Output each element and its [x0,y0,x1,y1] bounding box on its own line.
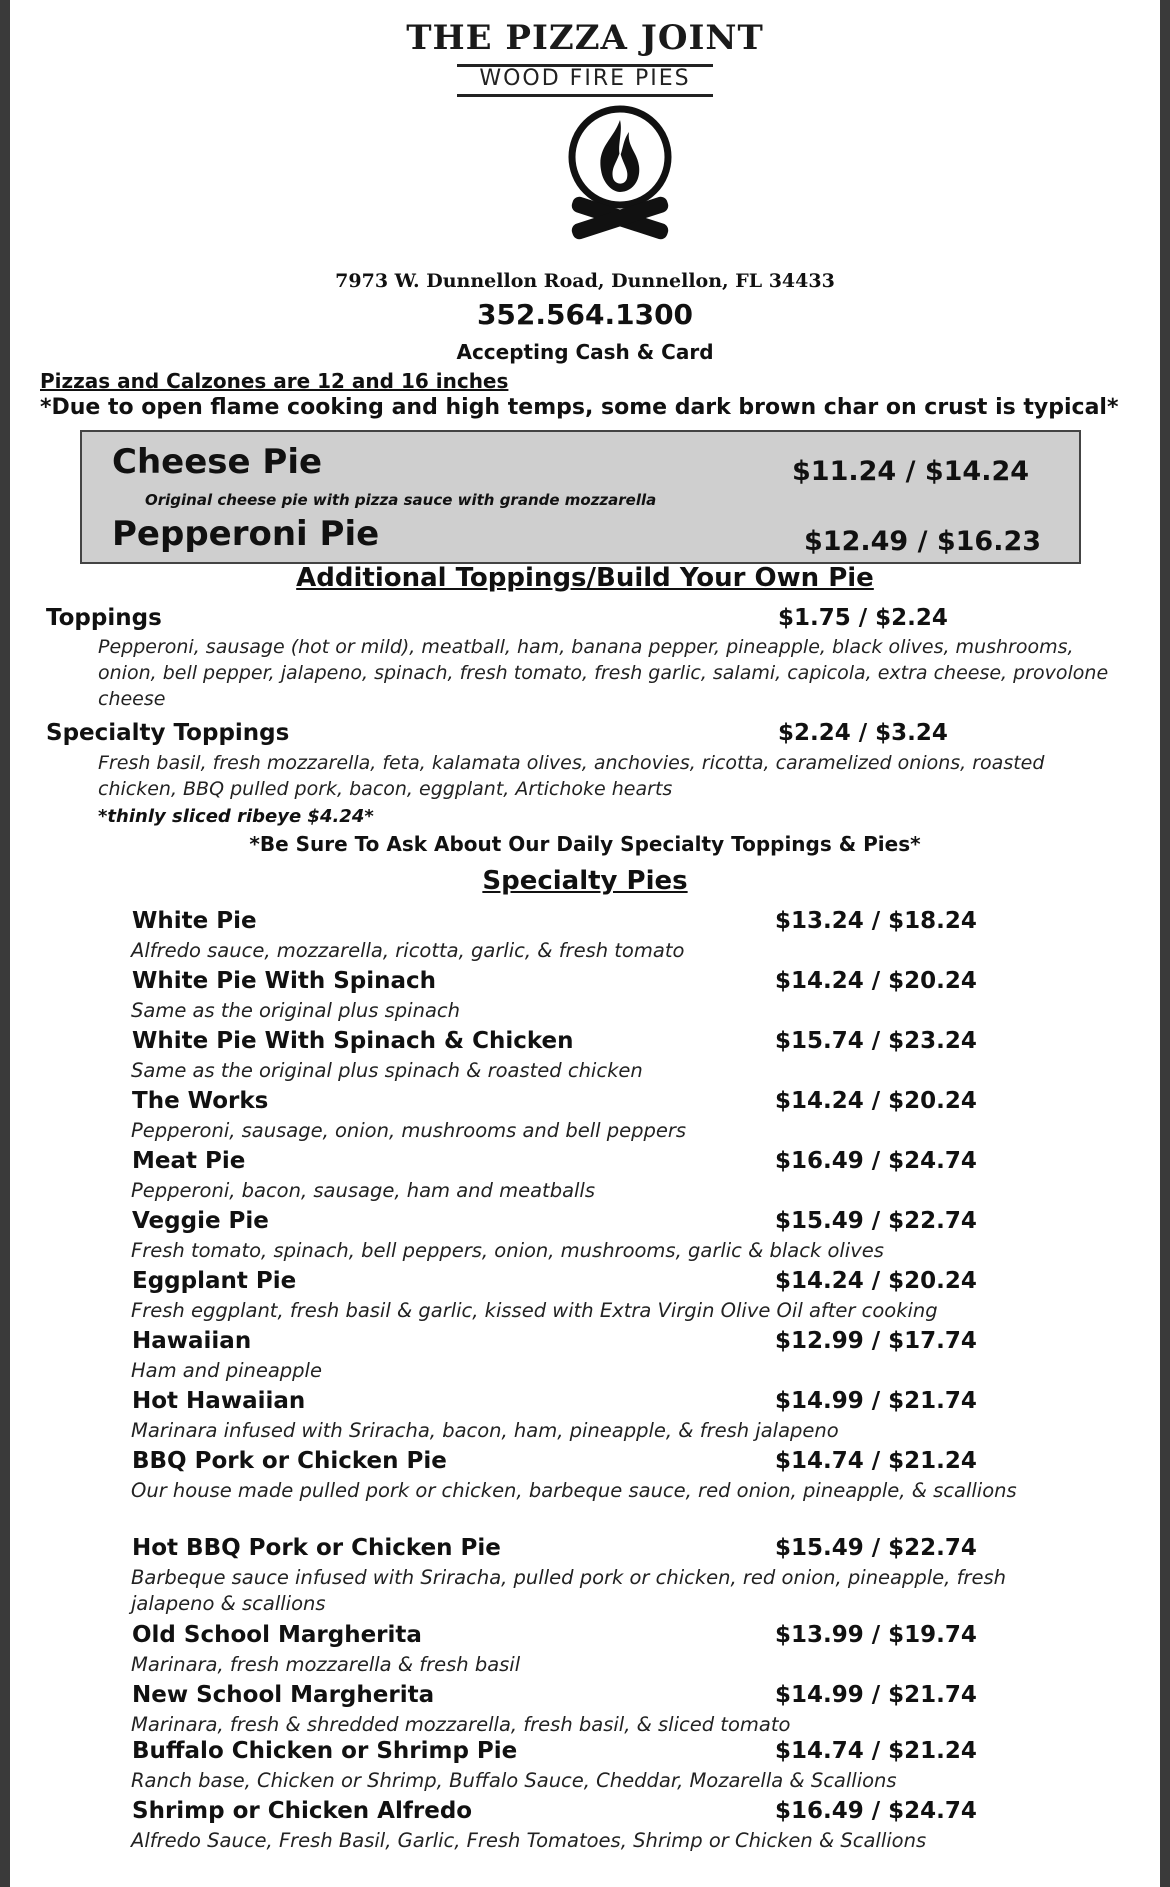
pie-name: The Works [132,1088,269,1114]
pie-price: $14.74 / $21.24 [775,1448,977,1474]
char-note: *Due to open flame cooking and high temps, some dark brown char on crust is typical* [40,395,1119,420]
specialty-toppings-desc: Fresh basil, fresh mozzarella, feta, kalamata olives, anchovies, ricotta, caramelized onions, roasted chicken, BBQ pulled pork, bacon, eggplant, Artichoke hearts [98,752,1045,800]
pie-name: Buffalo Chicken or Shrimp Pie [132,1738,518,1764]
pie-price: $13.99 / $19.74 [775,1622,977,1648]
pie-price: $16.49 / $24.74 [775,1798,977,1824]
pie-price: $13.24 / $18.24 [775,908,977,934]
ask-note: *Be Sure To Ask About Our Daily Specialty Toppings & Pies* [249,832,921,856]
pie-price: $14.24 / $20.24 [775,1268,977,1294]
pie-desc: Alfredo Sauce, Fresh Basil, Garlic, Fresh Tomatoes, Shrimp or Chicken & Scallions [131,1829,927,1852]
brand-tagline: WOOD FIRE PIES [479,66,691,91]
brand-rule-bottom [457,94,713,97]
specialty-toppings-price: $2.24 / $3.24 [778,720,948,746]
pie-name: Hot BBQ Pork or Chicken Pie [132,1535,501,1561]
pie-price: $15.74 / $23.24 [775,1028,977,1054]
pie-name: New School Margherita [132,1682,435,1708]
pie-desc: Marinara, fresh mozzarella & fresh basil [131,1653,521,1676]
pie-desc: Fresh eggplant, fresh basil & garlic, kissed with Extra Virgin Olive Oil after cooking [131,1299,938,1322]
pie-name: Hawaiian [132,1328,252,1354]
pie-name: Eggplant Pie [132,1268,297,1294]
campfire-logo-icon [565,102,675,252]
pie-desc: Alfredo sauce, mozzarella, ricotta, garlic, & fresh tomato [131,939,685,962]
pie-desc: Ranch base, Chicken or Shrimp, Buffalo Sauce, Cheddar, Mozarella & Scallions [131,1769,897,1792]
pie-name: Shrimp or Chicken Alfredo [132,1798,473,1824]
phone-number: 352.564.1300 [476,298,694,331]
specialty-pies-title: Specialty Pies [482,866,688,896]
pie-name: Veggie Pie [132,1208,269,1234]
brand-name: THE PIZZA JOINT [406,18,764,58]
pie-price: $15.49 / $22.74 [775,1535,977,1561]
cheese-pie-price: $11.24 / $14.24 [792,456,1030,487]
pie-desc: Fresh tomato, spinach, bell peppers, onion, mushrooms, garlic & black olives [131,1239,884,1262]
pie-desc: Pepperoni, sausage, onion, mushrooms and bell peppers [131,1119,687,1142]
pie-name: White Pie With Spinach & Chicken [132,1028,574,1054]
pie-desc: Ham and pineapple [131,1359,322,1382]
address: 7973 W. Dunnellon Road, Dunnellon, FL 34433 [335,270,835,292]
cheese-pie-name: Cheese Pie [112,442,323,482]
pie-desc: Pepperoni, bacon, sausage, ham and meatballs [131,1179,596,1202]
pie-price: $14.99 / $21.74 [775,1388,977,1414]
pie-name: White Pie With Spinach [132,968,437,994]
toppings-section-title: Additional Toppings/Build Your Own Pie [296,563,874,593]
payment-note: Accepting Cash & Card [456,340,714,364]
pie-price: $14.99 / $21.74 [775,1682,977,1708]
specialty-toppings-name: Specialty Toppings [46,720,290,746]
ribeye-note: *thinly sliced ribeye $4.24* [98,806,374,827]
pie-price: $12.99 / $17.74 [775,1328,977,1354]
pie-desc: Marinara, fresh & shredded mozzarella, fresh basil, & sliced tomato [131,1713,791,1736]
pie-name: White Pie [132,908,257,934]
toppings-price: $1.75 / $2.24 [778,605,948,631]
sizes-note: Pizzas and Calzones are 12 and 16 inches [40,369,509,393]
pie-price: $14.24 / $20.24 [775,968,977,994]
pie-desc: Marinara infused with Sriracha, bacon, ham, pineapple, & fresh jalapeno [131,1419,839,1442]
pie-name: Meat Pie [132,1148,246,1174]
pie-desc: Same as the original plus spinach [131,999,460,1022]
pie-desc: Same as the original plus spinach & roasted chicken [131,1059,643,1082]
pepperoni-pie-price: $12.49 / $16.23 [804,526,1042,557]
pie-name: BBQ Pork or Chicken Pie [132,1448,447,1474]
toppings-name: Toppings [46,605,162,631]
pie-price: $14.24 / $20.24 [775,1088,977,1114]
pie-desc: Barbeque sauce infused with Sriracha, pulled pork or chicken, red onion, pineapple, fresh jalapeno & scallions [131,1566,1006,1615]
pie-desc: Our house made pulled pork or chicken, barbeque sauce, red onion, pineapple, & scallions [131,1479,1017,1502]
pepperoni-pie-name: Pepperoni Pie [112,514,380,554]
pie-price: $15.49 / $22.74 [775,1208,977,1234]
featured-box [80,430,1081,564]
pie-name: Old School Margherita [132,1622,422,1648]
menu-page [10,0,1160,1887]
pie-name: Hot Hawaiian [132,1388,306,1414]
pie-price: $14.74 / $21.24 [775,1738,977,1764]
pie-price: $16.49 / $24.74 [775,1148,977,1174]
toppings-desc: Pepperoni, sausage (hot or mild), meatball, ham, banana pepper, pineapple, black olives, mushrooms, onion, bell pepper, jalapeno, spinach, fresh tomato, fresh garlic, salami, capicola, extra cheese, provolone cheese [98,636,1109,710]
cheese-pie-desc: Original cheese pie with pizza sauce with grande mozzarella [145,491,657,509]
